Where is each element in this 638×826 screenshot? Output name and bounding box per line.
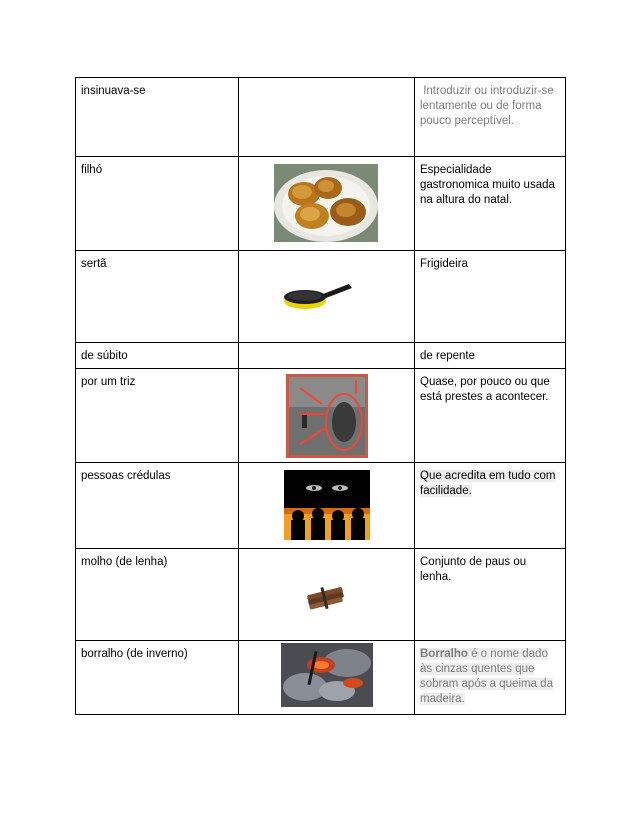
- hot-embers-image: [281, 643, 373, 707]
- table-row: [76, 369, 566, 463]
- definition-cell: [415, 549, 566, 641]
- table-row: [76, 157, 566, 251]
- term: molho (de lenha): [81, 556, 168, 568]
- definition: é o nome dado às cinzas quentes que sobram após a queima da madeira.: [420, 648, 553, 705]
- glossary-table: [75, 77, 566, 715]
- definition-bold: Borralho: [420, 648, 468, 660]
- frying-pan-image: [283, 281, 355, 313]
- term-cell: [76, 549, 239, 641]
- definition: Especialidade gastronomica muito usada na altura do natal.: [420, 164, 555, 206]
- term-cell: [76, 343, 239, 369]
- definition-cell: [415, 463, 566, 549]
- term: insinuava-se: [81, 85, 146, 97]
- ominous-eyes-crowd-image: [284, 470, 370, 540]
- table-row: [76, 641, 566, 715]
- definition: Que acredita em tudo com facilidade.: [420, 470, 556, 497]
- image-cell: [239, 343, 415, 369]
- term: de súbito: [81, 350, 128, 362]
- term-cell: [76, 78, 239, 157]
- term: filhó: [81, 164, 103, 176]
- definition-cell: [415, 251, 566, 343]
- definition-cell: [415, 78, 566, 157]
- image-cell: [239, 78, 415, 157]
- image-cell: [239, 641, 415, 715]
- definition-prefix: [420, 648, 553, 705]
- table-row: [76, 463, 566, 549]
- definition: Introduzir ou introduzir-se lentamente ou de forma pouco perceptível.: [420, 85, 557, 127]
- definition-cell: [415, 641, 566, 715]
- definition: de repente: [420, 350, 475, 362]
- term: pessoas crédulas: [81, 470, 171, 482]
- term-cell: [76, 463, 239, 549]
- definition-cell: [415, 343, 566, 369]
- image-cell: [239, 157, 415, 251]
- term-cell: [76, 369, 239, 463]
- table-row: [76, 251, 566, 343]
- term: borralho (de inverno): [81, 648, 188, 660]
- definition: Quase, por pouco ou que está prestes a acontecer.: [420, 376, 550, 403]
- definition-cell: [415, 369, 566, 463]
- image-cell: [239, 463, 415, 549]
- image-cell: [239, 549, 415, 641]
- definition: Conjunto de paus ou lenha.: [420, 556, 527, 583]
- fried-pastries-image: [274, 164, 378, 242]
- definition-cell: [415, 157, 566, 251]
- term-cell: [76, 641, 239, 715]
- image-cell: [239, 369, 415, 463]
- table-row: [76, 343, 566, 369]
- term-cell: [76, 157, 239, 251]
- term: sertã: [81, 258, 107, 270]
- table-row: [76, 549, 566, 641]
- near-miss-photo-image: [286, 374, 368, 458]
- definition: Frigideira: [420, 258, 468, 270]
- image-cell: [239, 251, 415, 343]
- table-row: [76, 78, 566, 157]
- bundle-of-firewood-image: [305, 581, 347, 611]
- term-cell: [76, 251, 239, 343]
- term: por um triz: [81, 376, 136, 388]
